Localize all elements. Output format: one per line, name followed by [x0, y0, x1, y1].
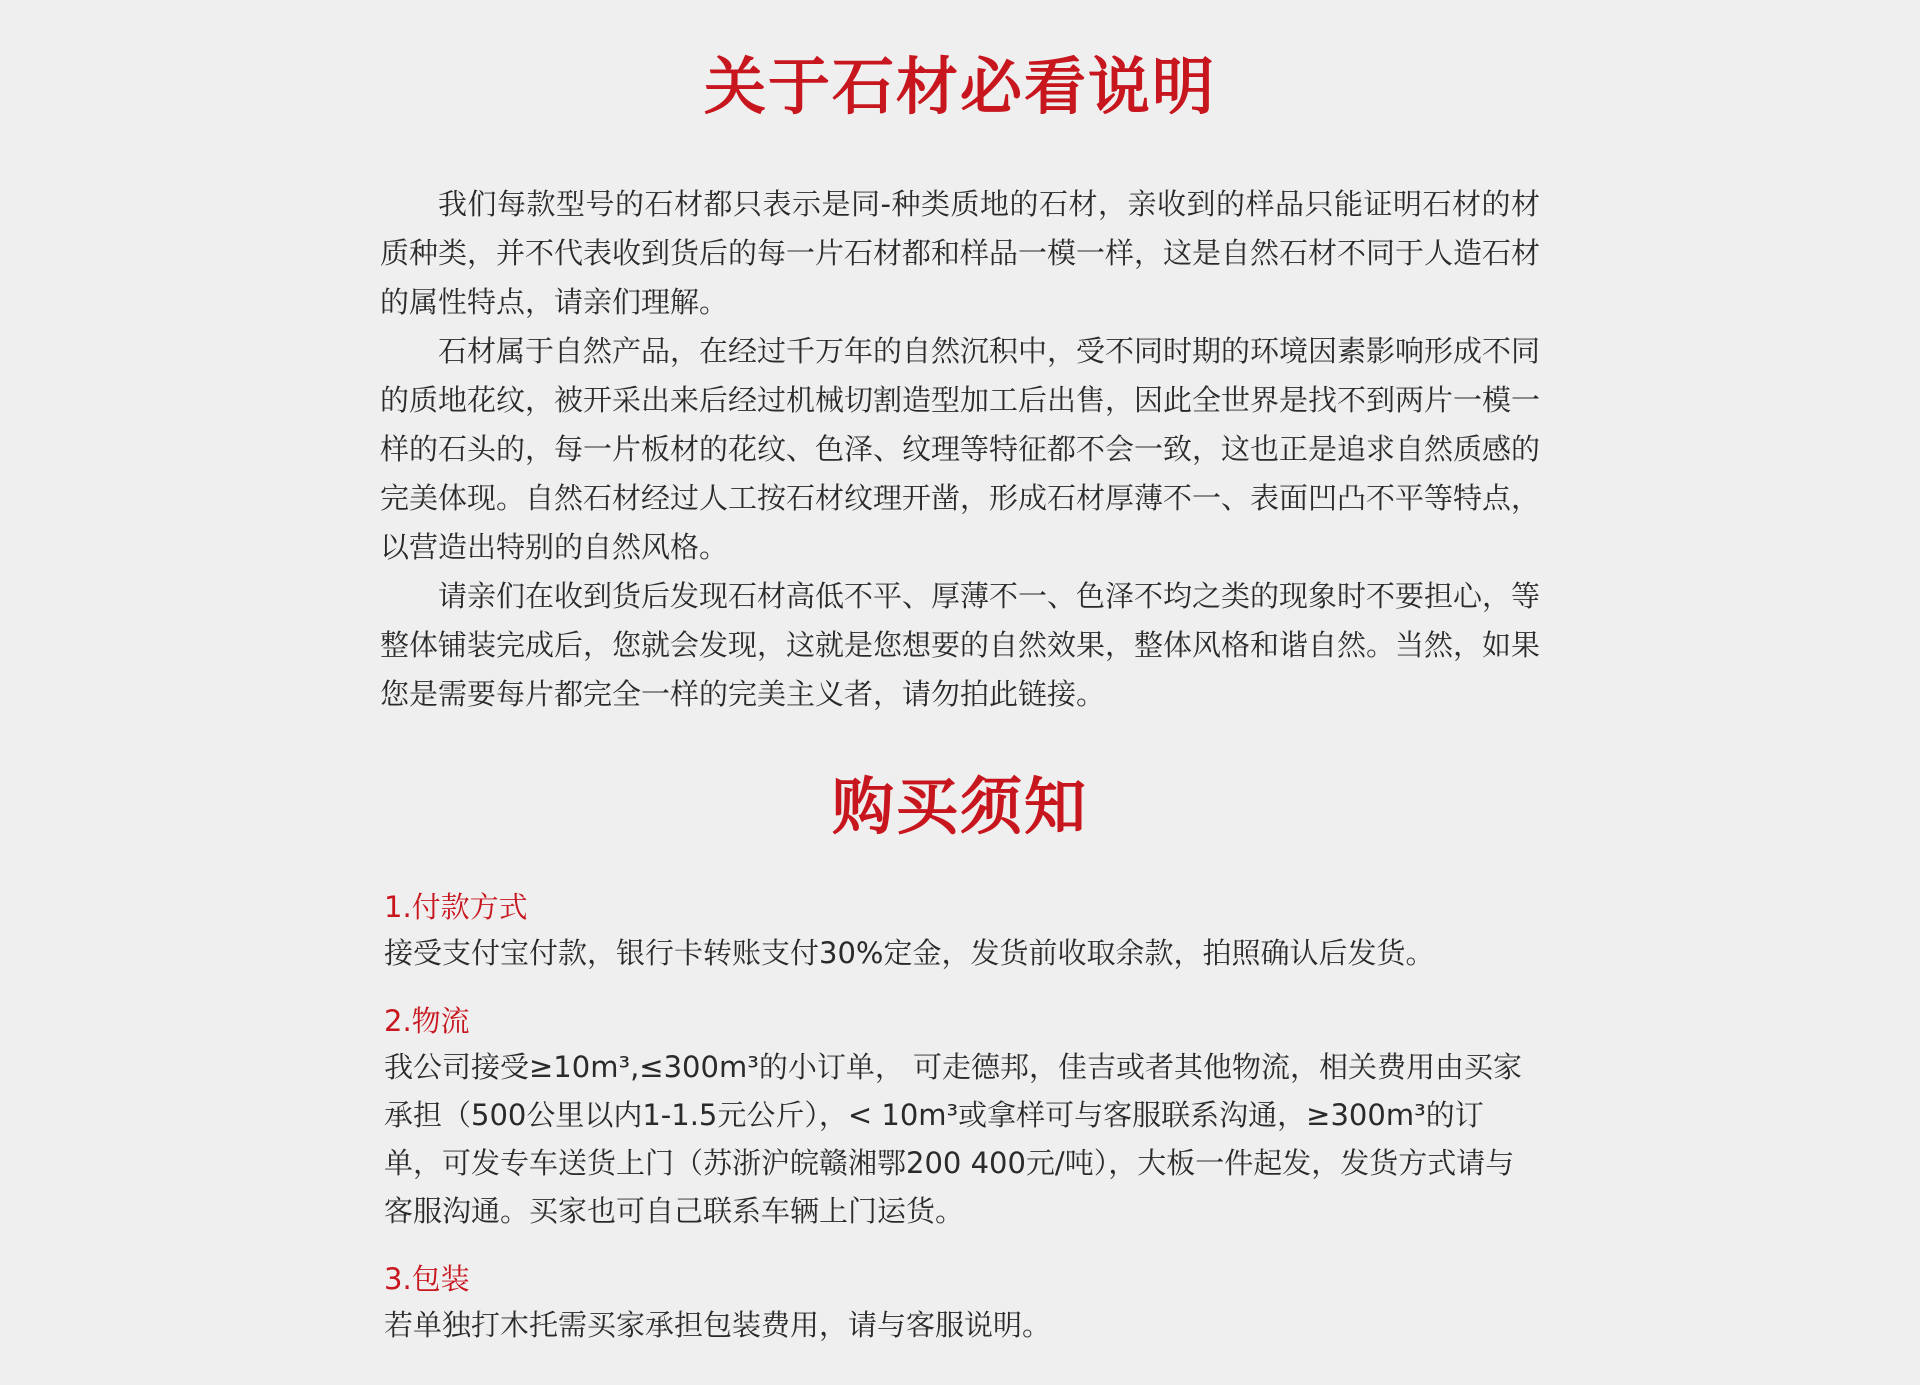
notice-item-logistics: [384, 999, 1540, 1235]
payment-heading: 1.付款方式: [384, 890, 528, 924]
purchase-notice-section: [384, 885, 1540, 1371]
payment-body: 接受支付宝付款，银行卡转账支付30%定金，发货前收取余款，拍照确认后发货。: [384, 936, 1435, 970]
notice-item-payment: [384, 885, 1540, 977]
purchase-notice-title: 购买须知: [831, 770, 1088, 843]
about-stone-section: [380, 180, 1540, 719]
about-paragraph-2: 石材属于自然产品，在经过千万年的自然沉积中，受不同时期的环境因素影响形成不同的质地花纹，被开采出来后经过机械切割造型加工后出售，因此全世界是找不到两片一模一样的石头的，每一片板材的花纹、色泽、纹理等特征都不会一致，这也正是追求自然质感的完美体现。自然石材经过人工按石材纹理开凿，形成石材厚薄不一、表面凹凸不平等特点，以营造出特别的自然风格。: [380, 334, 1541, 564]
packaging-heading: 3.包装: [384, 1262, 470, 1296]
about-stone-title: 关于石材必看说明: [703, 50, 1216, 123]
about-paragraph-3: 请亲们在收到货后发现石材高低不平、厚薄不一、色泽不均之类的现象时不要担心，等整体铺装完成后，您就会发现，这就是您想要的自然效果，整体风格和谐自然。当然，如果您是需要每片都完全一样的完美主义者，请勿拍此链接。: [380, 579, 1541, 711]
packaging-body: 若单独打木托需买家承担包装费用，请与客服说明。: [384, 1308, 1052, 1342]
logistics-heading: 2.物流: [384, 1004, 470, 1038]
notice-item-packaging: [384, 1257, 1540, 1349]
about-paragraph-1: 我们每款型号的石材都只表示是同-种类质地的石材，亲收到的样品只能证明石材的材质种类，并不代表收到货后的每一片石材都和样品一模一样，这是自然石材不同于人造石材的属性特点，请亲们理解。: [380, 187, 1541, 319]
logistics-body: 我公司接受≥10m³,≤300m³的小订单， 可走德邦，佳吉或者其他物流，相关费用由买家承担（500公里以内1-1.5元公斤），< 10m³或拿样可与客服联系沟通，≥300m³的订单，可发专车送货上门（苏浙沪皖赣湘鄂200 400元/吨），大板一件起发，发货方式请与客服沟通。买家也可自己联系车辆上门运货。: [384, 1050, 1523, 1228]
